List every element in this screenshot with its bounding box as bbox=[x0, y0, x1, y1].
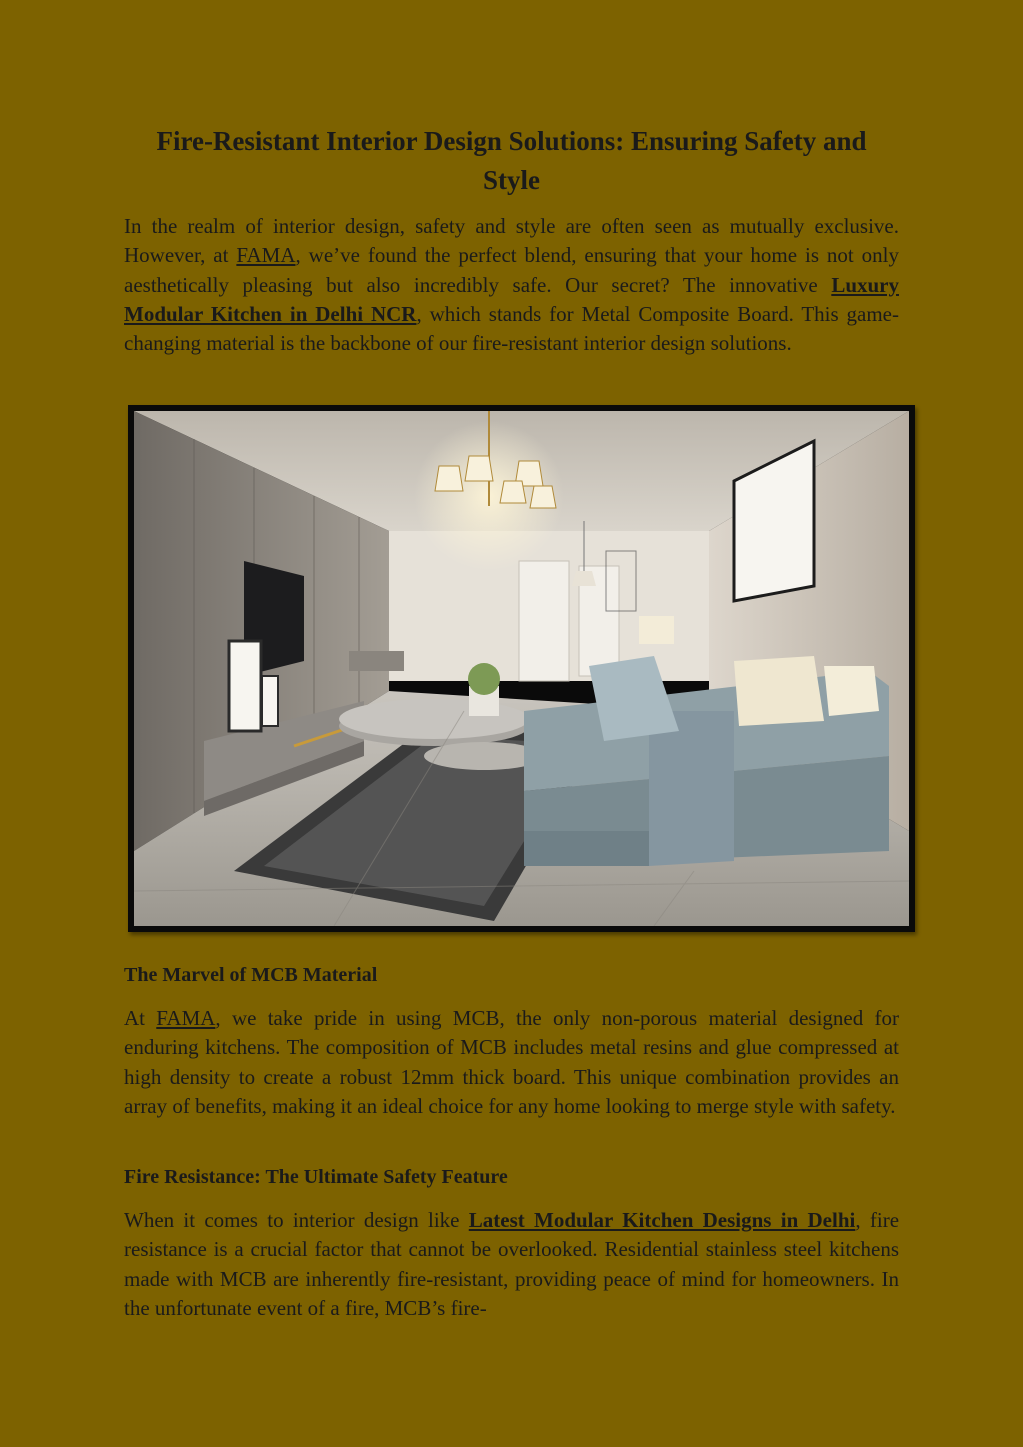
intro-paragraph bbox=[124, 212, 899, 358]
section-heading-mcb: The Marvel of MCB Material bbox=[124, 964, 378, 986]
fama-link-2[interactable]: FAMA bbox=[156, 1006, 216, 1030]
page-title: Fire-Resistant Interior Design Solutions: Ensuring Safety and Style bbox=[156, 126, 867, 195]
fama-link[interactable]: FAMA bbox=[236, 243, 296, 268]
fire-text-1: When it comes to interior design like bbox=[124, 1208, 469, 1232]
mcb-text-2: , we take pride in using MCB, the only non-porous material designed for enduring kitchens. The composition of MCB includes metal resins and glue compressed at high density to create a robust 12mm thick board. This unique combination provides an array of benefits, making it an ideal choice for any home looking to merge style with safety. bbox=[124, 1006, 899, 1118]
intro-text-1: In the realm of interior design, safety and style are often seen as mutually exclusive. However, at bbox=[124, 214, 899, 268]
fire-text-2: , fire resistance is a crucial factor that cannot be overlooked. Residential stainless steel kitchens made with MCB are inherently fire-resistant, providing peace of mind for homeowners. In the unfortunate event of a fire, MCB’s fire- bbox=[124, 1208, 900, 1320]
section-heading-fire-resistance: Fire Resistance: The Ultimate Safety Feature bbox=[124, 1166, 508, 1188]
intro-text-3: , which stands for Metal Composite Board. This game-changing material is the backbone of our fire-resistant interior design solutions. bbox=[124, 301, 899, 356]
living-room-illustration bbox=[134, 411, 909, 926]
latest-modular-kitchen-link[interactable]: Latest Modular Kitchen Designs in Delhi bbox=[468, 1208, 856, 1232]
fire-resistance-paragraph bbox=[124, 1206, 899, 1323]
luxury-modular-kitchen-link[interactable]: Luxury Modular Kitchen in Delhi NCR bbox=[124, 272, 899, 326]
living-room-photo bbox=[128, 405, 915, 932]
intro-text-2: , we’ve found the perfect blend, ensuring that your home is not only aesthetically pleasing but also incredibly safe. Our secret? The innovative bbox=[124, 243, 900, 297]
mcb-text-1: At bbox=[124, 1006, 157, 1030]
mcb-paragraph bbox=[124, 1004, 899, 1121]
